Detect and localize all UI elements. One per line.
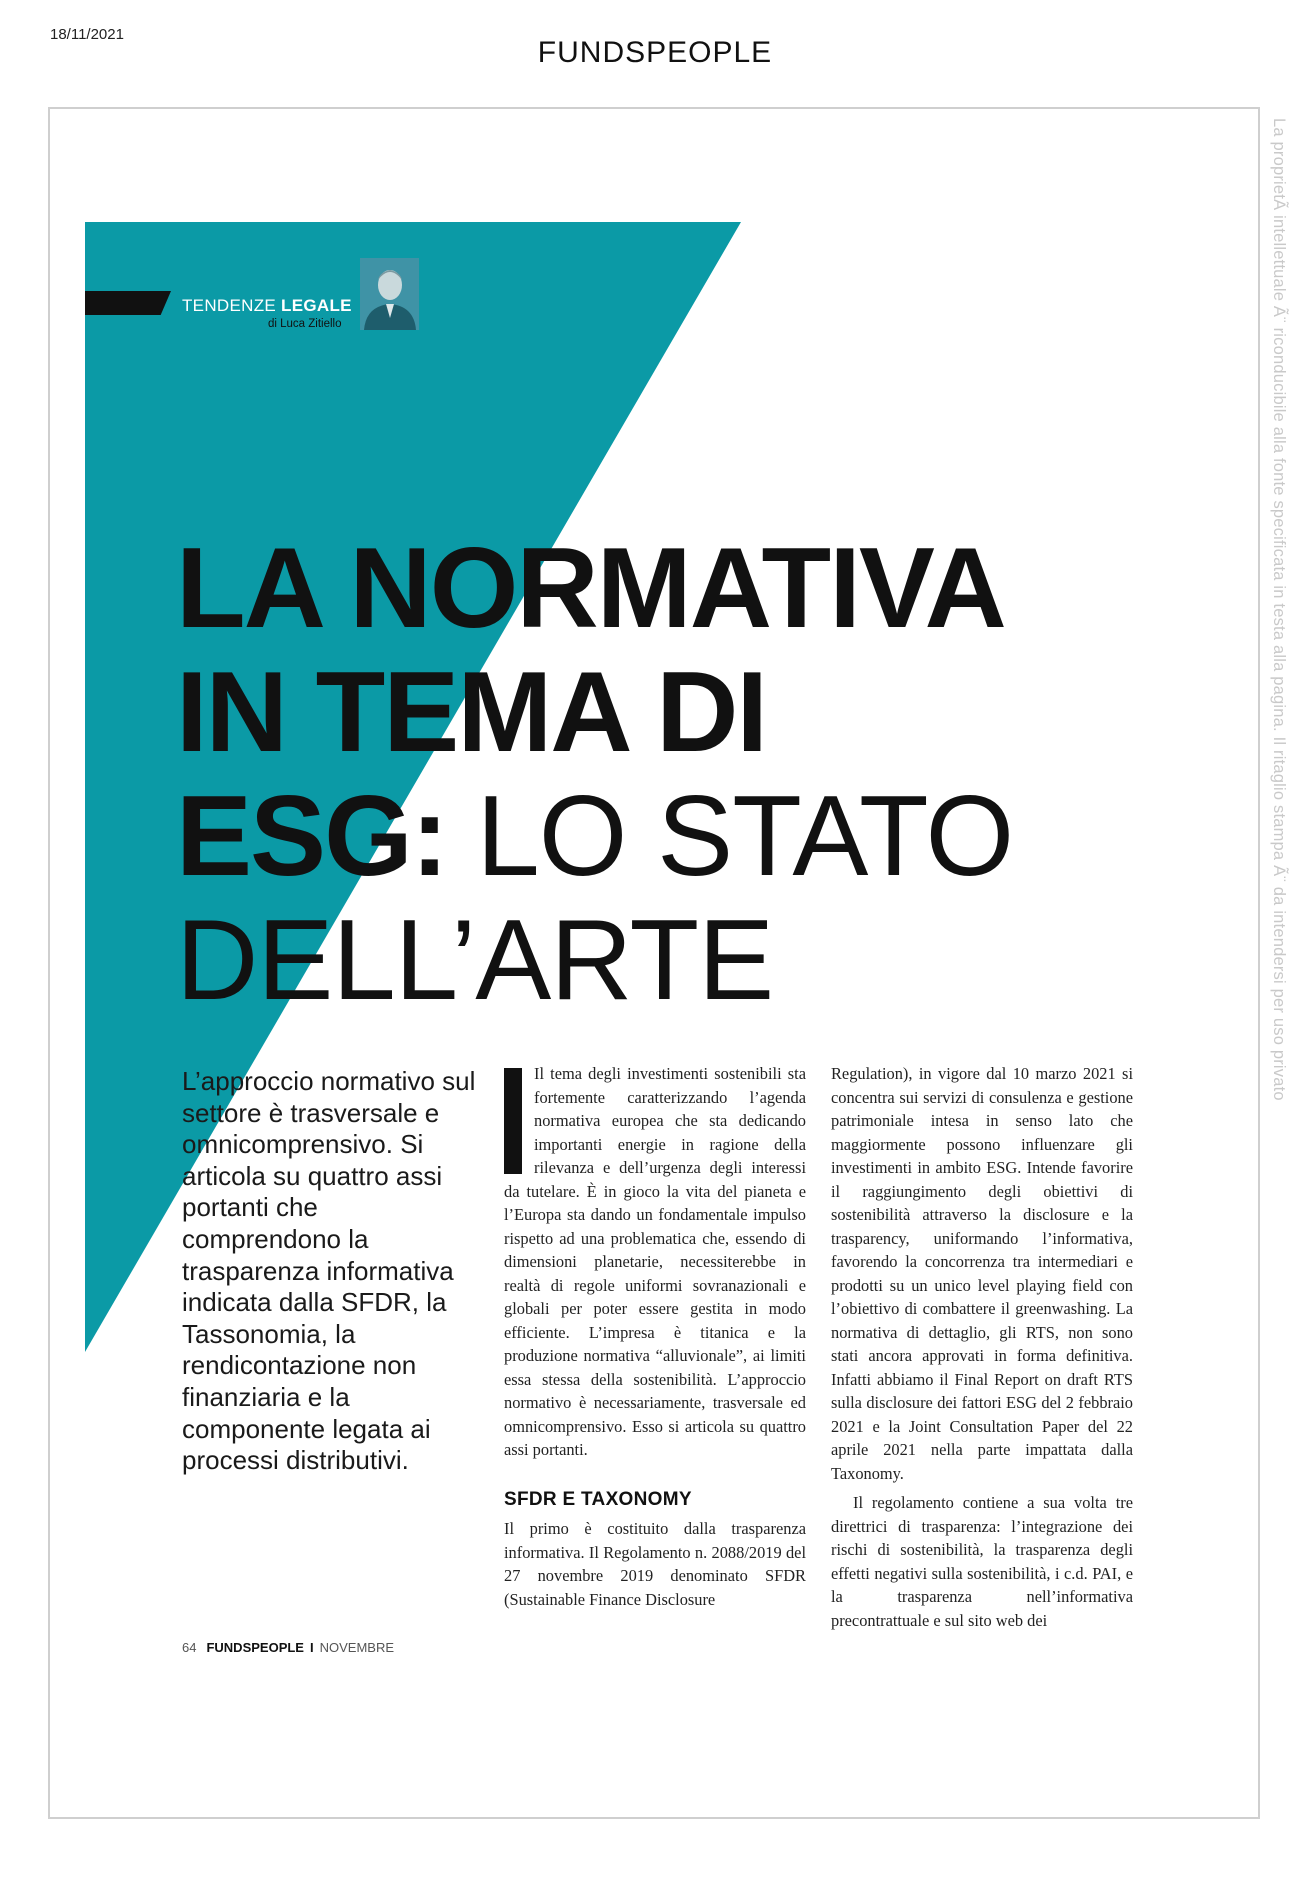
headline-line-4: DELL’ARTE [176,897,774,1024]
footer-brand: FUNDSPEOPLE [206,1640,304,1655]
body-column-2 [831,1062,1133,1632]
rubric-section-light: TENDENZE [182,296,277,315]
lead-paragraph [182,1066,478,1477]
print-source-title: FUNDSPEOPLE [537,36,773,69]
section-rubric [182,296,352,316]
page-footer [182,1640,394,1655]
headline-line-3-bold: ESG: [176,773,447,900]
lead-text: L’approccio normativo sul settore è trasversale e omnicomprensivo. Si articola su quattro assi portanti che comprendono la trasparenza informativa indicata dalla SFDR, la Tassonomia, la rendicontazione non finanziaria e la componente legata ai processi distributivi. [182,1066,476,1476]
page-number: 64 [182,1640,197,1655]
headline-line-1: LA NORMATIVA [176,525,1005,652]
article-headline [176,527,1176,1023]
body-paragraph: Il tema degli investimenti sostenibili sta fortemente caratterizzando l’agenda normativa europea che sta dedicando importanti energie in ragione della rilevanza e dell’urgenza degli interessi da tutelare. È in gioco la vita del pianeta e l’Europa sta dando un fondamentale impulso rispetto ad una problematica che, essendo di dimensioni planetarie, necessiterebbe in realtà di regole uniformi sovranazionali e globali per poter essere gestita in modo efficiente. L’impresa è titanica e la produzione normativa “alluvionale”, ai limiti essa stessa della sostenibilità. L’approccio normativo è necessariamente, trasversale ed omnicomprensivo. Esso si articola su quattro assi portanti. [504,1064,806,1459]
footer-month: NOVEMBRE [319,1640,395,1655]
body-paragraph: Il regolamento contiene a sua volta tre direttrici di trasparenza: l’integrazione dei rischi di sostenibilità, la trasparenza degli effetti negativi sulla sostenibilità, i c.d. PAI, e la trasparenza nell’informativa precontrattuale e sul sito web dei [831,1493,1133,1630]
body-paragraph: Il primo è costituito dalla trasparenza informativa. Il Regolamento n. 2088/2019 del 27 novembre 2019 denominato SFDR (Sustainable Finance Disclosure [504,1519,806,1609]
headline-line-2: IN TEMA DI [176,649,767,776]
body-paragraph: Regulation), in vigore dal 10 marzo 2021 si concentra sui servizi di consulenza e gestione patrimoniale intesa in senso lato che maggiormente possono influenzare gli investimenti in ambito ESG. Intende favorire il raggiungimento degli obiettivi di sostenibilità attraverso la disclosure e la trasparency, uniformando l’informativa, favorendo la concorrenza tra intermediari e prodotti su un unico level playing field con l’obiettivo di combattere il greenwashing. La normativa di dettaglio, gli RTS, non sono stati ancora approvati in forma definitiva. Infatti abbiamo il Final Report on draft RTS sulla disclosure dei fattori ESG del 2 febbraio 2021 e la Joint Consultation Paper del 22 aprile 2021 nella parte impattata dalla Taxonomy. [831,1064,1133,1483]
footer-separator: I [309,1640,314,1655]
copyright-watermark: La proprietÃ intellettuale Ã¨ riconducibile alla fonte specificata in testa alla pagina. Il ritaglio stampa Ã¨ da intendersi per uso privato [1270,118,1288,1101]
dropcap-i [504,1068,522,1174]
body-column-1 [504,1062,806,1611]
author-photo [360,258,419,330]
rubric-bar [85,291,171,315]
byline: di Luca Zitiello [268,318,342,330]
headline-line-3-thin: LO STATO [476,773,1014,900]
print-date: 18/11/2021 [50,26,124,43]
rubric-section-bold: LEGALE [281,296,352,315]
section-subhead: SFDR E TAXONOMY [504,1488,692,1510]
